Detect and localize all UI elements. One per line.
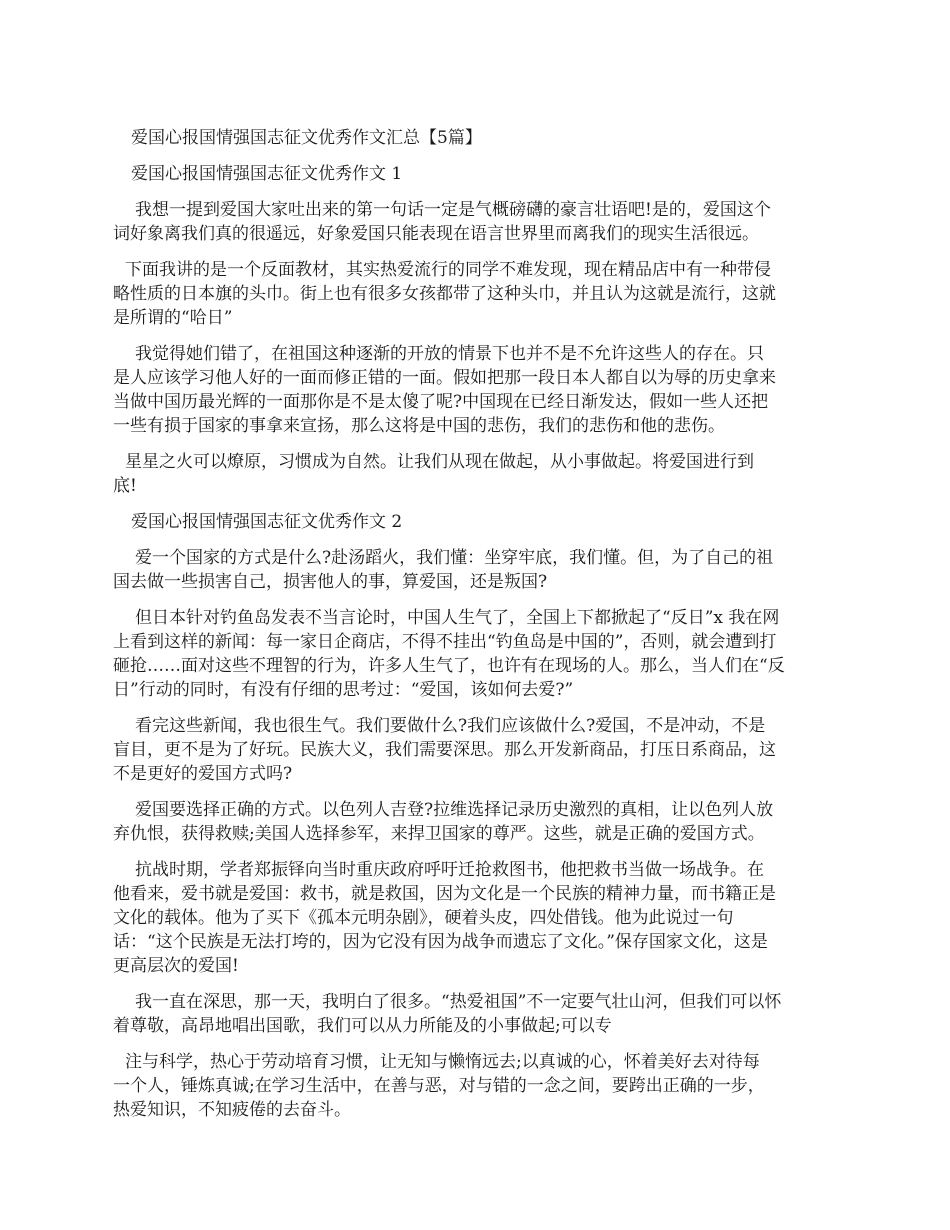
text-line: 注与科学，热心于劳动培育习惯，让无知与懒惰远去;以真诚的心，怀着美好去对待每 [125, 1052, 760, 1072]
text-line: 他看来，爱书就是爱国：救书，就是救国，因为文化是一个民族的精神力量，而书籍正是 [113, 884, 776, 904]
section-heading-2: 爱国心报国情强国志征文优秀作文 2 [131, 512, 403, 532]
text-line: 略性质的日本旗的头巾。街上也有很多女孩都带了这种头巾，并且认为这就是流行，这就 [113, 284, 776, 304]
text-line: 我想一提到爱国大家吐出来的第一句话一定是气概磅礴的豪言壮语吧!是的，爱国这个 [135, 200, 771, 220]
section-heading-1: 爱国心报国情强国志征文优秀作文 1 [131, 164, 403, 184]
text-line: 爱国要选择正确的方式。以色列人吉登?拉维选择记录历史激烈的真相，让以色列人放 [135, 800, 774, 820]
text-line: 更高层次的爱国! [113, 956, 239, 976]
text-line: 下面我讲的是一个反面教材，其实热爱流行的同学不难发现，现在精品店中有一种带侵 [125, 260, 771, 280]
text-line: 不是更好的爱国方式吗? [113, 764, 293, 784]
text-line: 我一直在深思，那一天，我明白了很多。“热爱祖国”不一定要气壮山河，但我们可以怀 [135, 992, 782, 1012]
text-line: 看完这些新闻，我也很生气。我们要做什么?我们应该做什么?爱国，不是冲动，不是 [135, 716, 766, 736]
paragraph [113, 258, 840, 330]
text-line: 抗战时期，学者郑振铎向当时重庆政府呼吁迁抢救图书，他把救书当做一场战争。在 [135, 860, 764, 880]
paragraph [113, 546, 840, 594]
document-page [113, 126, 840, 1134]
text-line: 但日本针对钓鱼岛发表不当言论时，中国人生气了，全国上下都掀起了“反日”x 我在网 [135, 608, 780, 628]
paragraph [113, 714, 840, 786]
paragraph [113, 1050, 840, 1122]
text-line: 是人应该学习他人好的一面而修正错的一面。假如把那一段日本人都自以为辱的历史拿来 [113, 368, 776, 388]
text-line: 砸抢……面对这些不理智的行为，许多人生气了，也许有在现场的人。那么，当人们在“反 [113, 656, 785, 676]
text-line: 着尊敬，高昂地唱出国歌，我们可以从力所能及的小事做起;可以专 [113, 1016, 612, 1036]
text-line: 文化的载体。他为了买下《孤本元明杂剧》，硬着头皮，四处借钱。他为此说过一句 [113, 908, 734, 928]
paragraph [113, 450, 840, 498]
text-line: 上看到这样的新闻：每一家日企商店，不得不挂出“钓鱼岛是中国的”，否则，就会遭到打 [113, 632, 777, 652]
text-line: 话：“这个民族是无法打垮的，因为它没有因为战争而遗忘了文化。”保存国家文化，这是 [113, 932, 768, 952]
text-line: 国去做一些损害自己，损害他人的事，算爱国，还是叛国? [113, 572, 548, 592]
paragraph [113, 198, 840, 246]
page-title: 爱国心报国情强国志征文优秀作文汇总【5篇】 [131, 128, 482, 148]
text-line: 是所谓的“哈日” [113, 308, 233, 328]
paragraph [113, 990, 840, 1038]
text-line: 弃仇恨，获得救赎;美国人选择参军，来捍卫国家的尊严。这些，就是正确的爱国方式。 [113, 824, 765, 844]
paragraph [113, 606, 840, 702]
paragraph [113, 798, 840, 846]
text-line: 爱一个国家的方式是什么?赴汤蹈火，我们懂：坐穿牢底，我们懂。但，为了自己的祖 [135, 548, 774, 568]
text-line: 热爱知识，不知疲倦的去奋斗。 [113, 1100, 351, 1120]
text-line: 星星之火可以燎原，习惯成为自然。让我们从现在做起，从小事做起。将爱国进行到 [125, 452, 754, 472]
text-line: 底! [113, 476, 137, 496]
text-line: 日”行动的同时，有没有仔细的思考过：“爱国，该如何去爱?” [113, 680, 574, 700]
text-line: 一个人，锤炼真诚;在学习生活中，在善与恶，对与错的一念之间，要跨出正确的一步， [113, 1076, 765, 1096]
text-line: 我觉得她们错了，在祖国这种逐渐的开放的情景下也并不是不允许这些人的存在。只 [135, 344, 764, 364]
paragraph [113, 342, 840, 438]
text-line: 当做中国历最光辉的一面那你是不是太傻了呢?中国现在已经日渐发达，假如一些人还把 [113, 392, 769, 412]
text-line: 盲目，更不是为了好玩。民族大义，我们需要深思。那么开发新商品，打压日系商品，这 [113, 740, 776, 760]
text-line: 词好象离我们真的很遥远，好象爱国只能表现在语言世界里而离我们的现实生活很远。 [113, 224, 759, 244]
paragraph [113, 858, 840, 978]
text-line: 一些有损于国家的事拿来宣扬，那么这将是中国的悲伤，我们的悲伤和他的悲伤。 [113, 416, 725, 436]
